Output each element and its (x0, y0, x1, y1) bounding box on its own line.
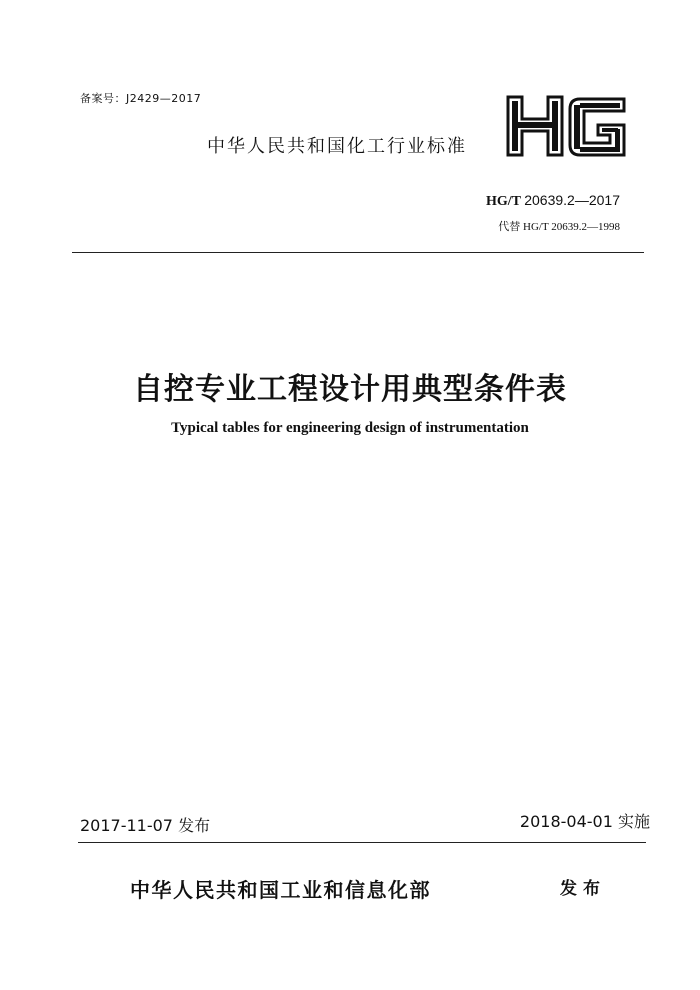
document-title-english: Typical tables for engineering design of instrumentation (171, 420, 529, 436)
standard-code-prefix: HG/T (485, 194, 521, 209)
filing-number: 备案号：J2429—2017 (80, 92, 202, 105)
standard-organization: 中华人民共和国化工行业标准 (207, 136, 467, 157)
issuing-authority: 中华人民共和国工业和信息化部 (130, 878, 431, 902)
footer-divider (78, 842, 646, 843)
publish-date: 2017-11-07 发布 (80, 816, 211, 835)
document-title-chinese: 自控专业工程设计用典型条件表 (133, 372, 567, 407)
replaces-standard: 代替 HG/T 20639.2—1998 (498, 221, 620, 233)
hg-logo (504, 93, 630, 159)
issue-label: 发布 (560, 879, 606, 899)
implement-date: 2018-04-01 实施 (519, 812, 650, 831)
header-divider (72, 252, 644, 253)
standard-code (486, 192, 620, 210)
standard-code-number: 20639.2—2017 (524, 192, 620, 208)
